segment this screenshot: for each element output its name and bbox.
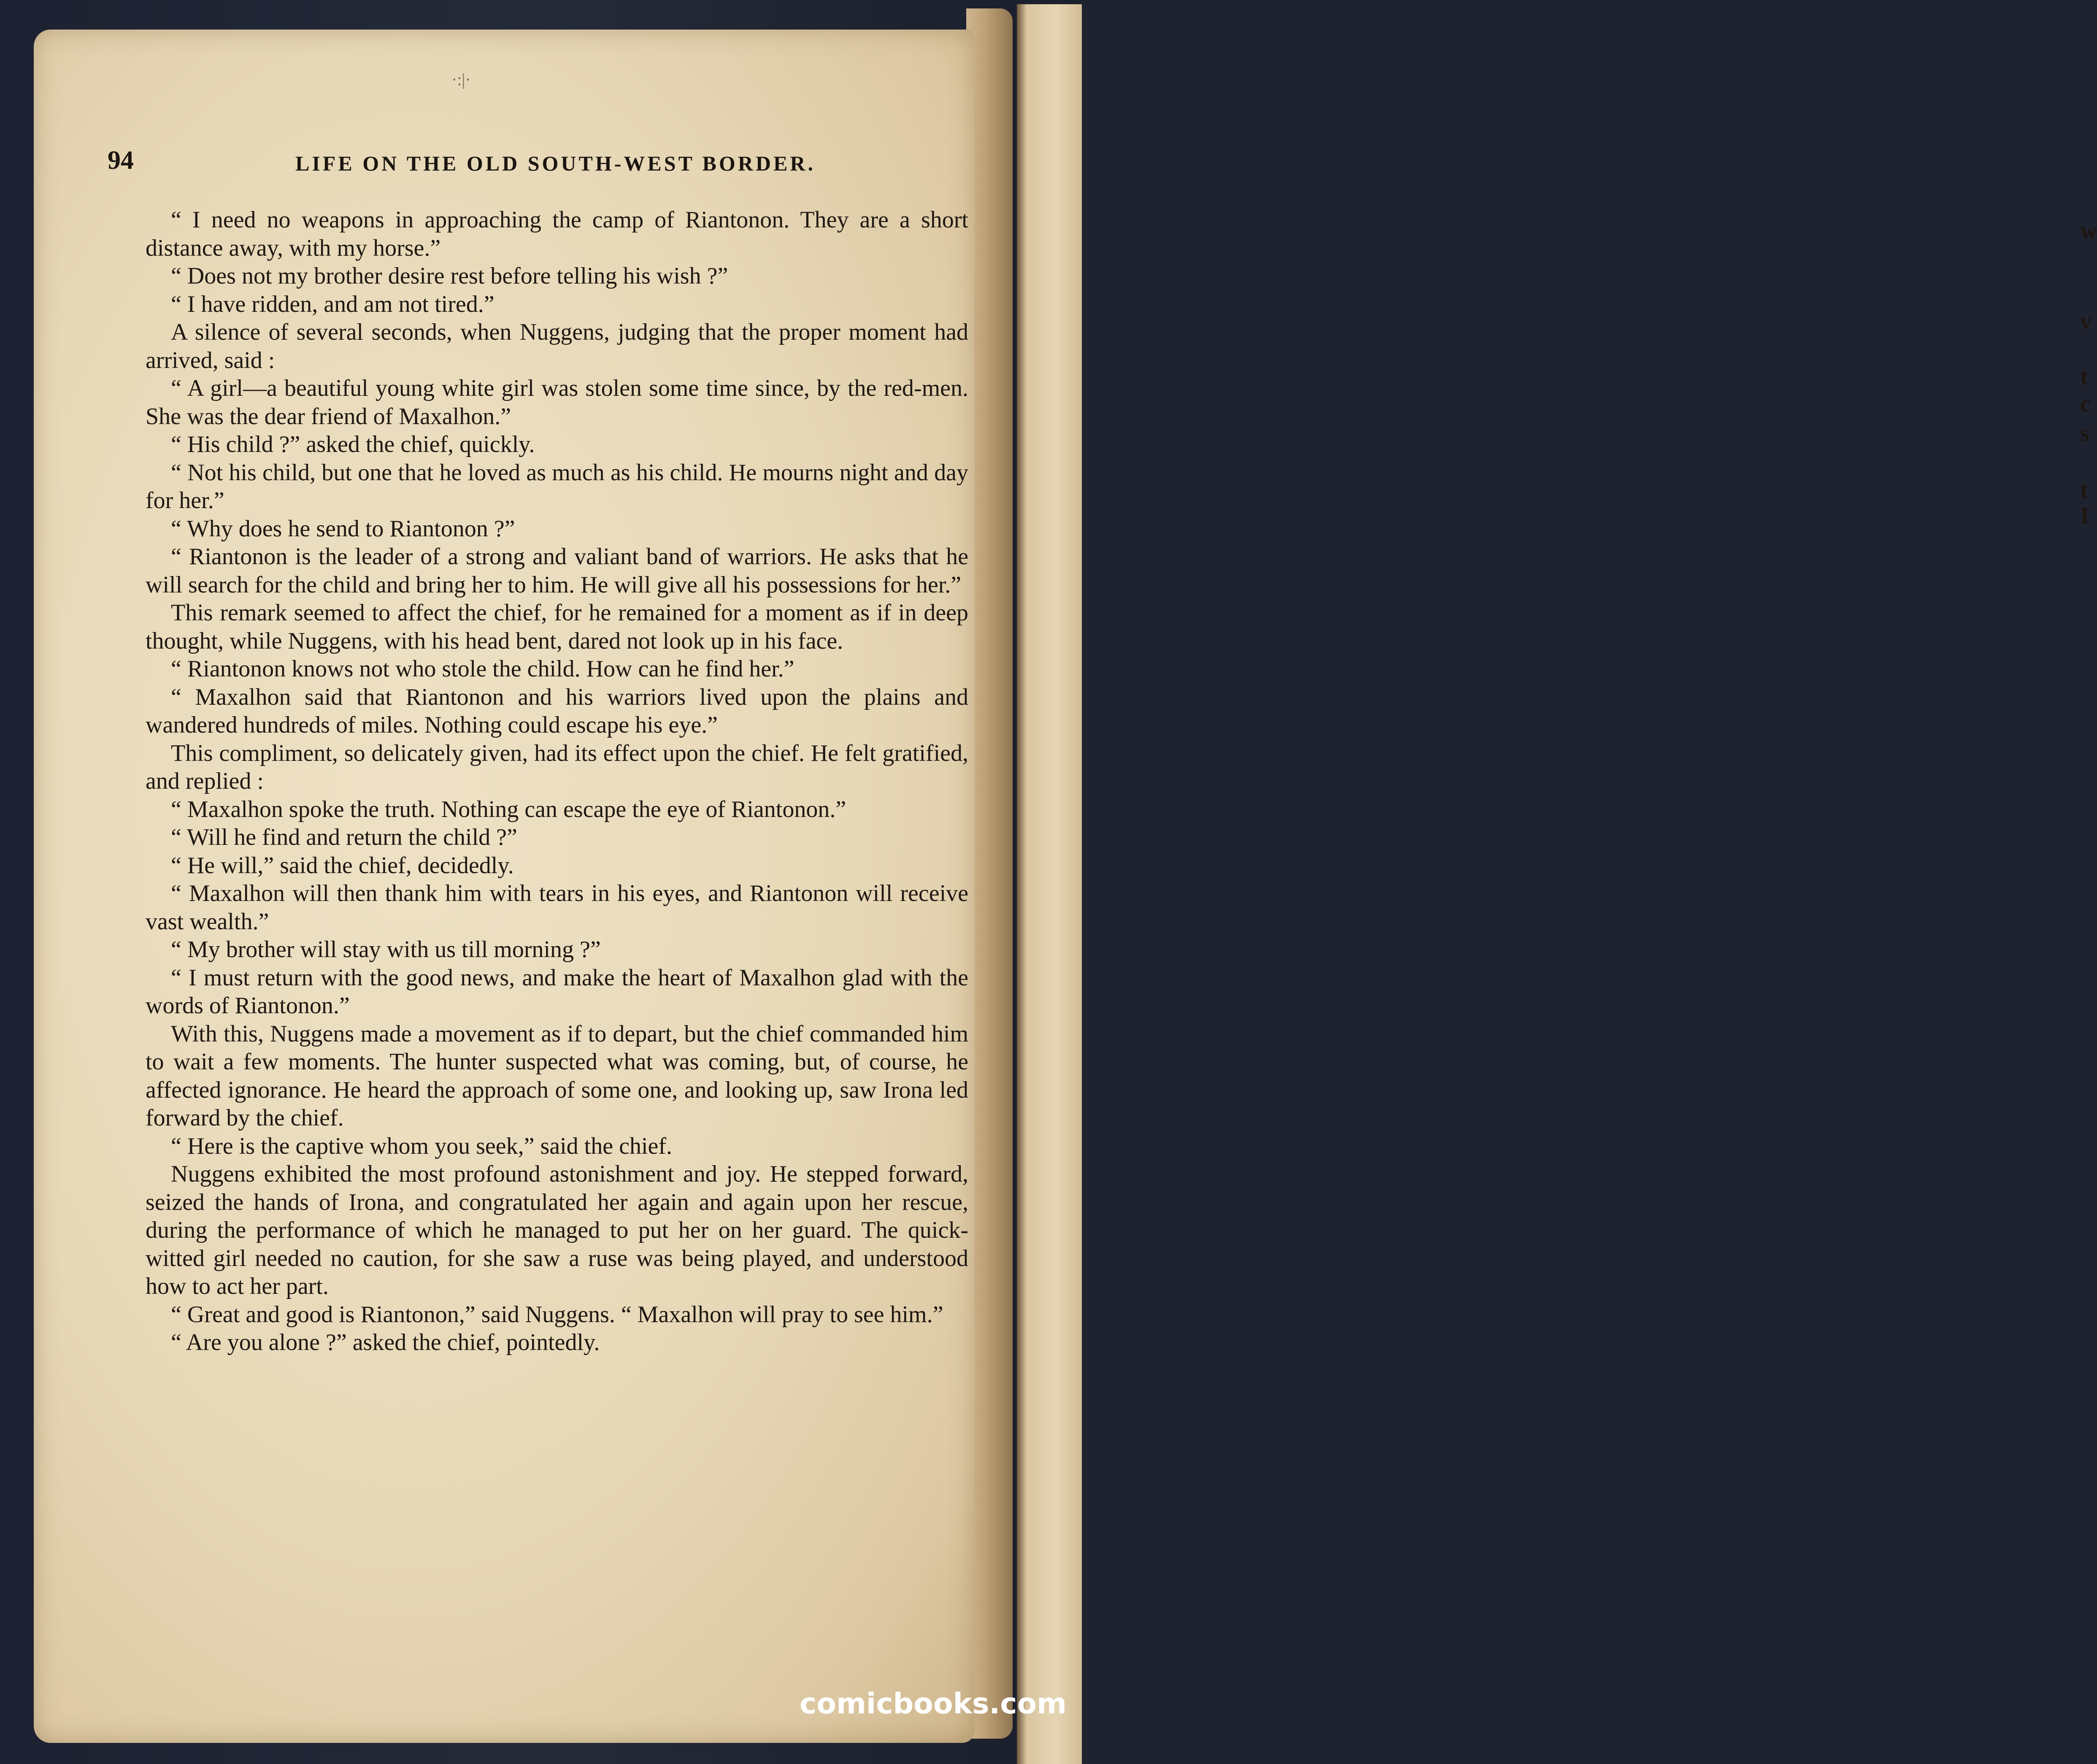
paragraph: Nuggens exhibited the most profound astonishment and joy. He stepped forward, seized the hands of Irona, and congratulated her again and again upon her rescue, during the performance of which he managed to put her on her guard. The quick-witted girl needed no caution, for she saw a ruse was being played, and understood how to act her part. [146,1161,968,1299]
paragraph: This compliment, so delicately given, had its effect upon the chief. He felt gratified, and replied : [146,740,968,794]
paragraph: “ Why does he send to Riantonon ?” [171,515,515,542]
paragraph: “ Maxalhon spoke the truth. Nothing can escape the eye of Riantonon.” [171,796,846,822]
paragraph: “ Great and good is Riantonon,” said Nuggens. “ Maxalhon will pray to see him.” [171,1301,943,1328]
paragraph: “ Are you alone ?” asked the chief, pointedly. [171,1329,600,1355]
running-head: LIFE ON THE OLD SOUTH-WEST BORDER. [295,152,816,175]
next-page-fragment: I [2080,503,2089,529]
paragraph: “ His child ?” asked the chief, quickly. [171,431,535,457]
watermark: comicbooks.com [800,1687,1067,1721]
next-page-fragment: s [2080,420,2089,446]
paragraph: “ He will,” said the chief, decidedly. [171,852,514,879]
paragraph: “ My brother will stay with us till morning ?” [171,936,601,963]
paragraph: “ Not his child, but one that he loved as much as his child. He mourns night and day for her.” [146,459,968,514]
paragraph: This remark seemed to affect the chief, for he remained for a moment as if in deep thought, while Nuggens, with his head bent, dared not look up in his face. [146,600,968,654]
next-page-fragment: t [2080,477,2088,503]
paragraph: With this, Nuggens made a movement as if to depart, but the chief commanded him to wait a few moments. The hunter suspected what was coming, but, of course, he affected ignorance. He heard the approach of some one, and looking up, saw Irona led forward by the chief. [146,1020,968,1131]
next-page-fragment: c [2080,391,2091,417]
paragraph: “ I have ridden, and am not tired.” [171,291,495,317]
paragraph: “ Riantonon is the leader of a strong and valiant band of warriors. He asks that he will search for the child and bring her to him. He will give all his possessions for her.” [146,544,968,598]
paragraph: “ Does not my brother desire rest before telling his wish ?” [171,263,728,289]
paragraph: “ A girl—a beautiful young white girl was stolen some time since, by the red-men. She was the dear friend of Maxalhon.” [146,375,968,430]
next-page-fragment: v [2080,308,2092,335]
paragraph: “ Maxalhon said that Riantonon and his warriors lived upon the plains and wandered hundreds of miles. Nothing could escape his eye.” [146,684,968,738]
next-page-fragment: t [2080,363,2088,390]
paragraph: “ Will he find and return the child ?” [171,824,517,850]
paragraph: A silence of several seconds, when Nuggens, judging that the proper moment had arrived, said : [146,319,968,373]
paragraph: “ Maxalhon will then thank him with tears in his eyes, and Riantonon will receive vast wealth.” [146,880,968,935]
paragraph: “ Here is the captive whom you seek,” said the chief. [171,1133,673,1159]
paragraph: “ Riantonon knows not who stole the child. How can he find her.” [171,656,794,682]
body-text [146,206,968,1357]
paragraph: “ I must return with the good news, and make the heart of Maxalhon glad with the words of Riantonon.” [146,964,968,1019]
next-page-fragment: w [2080,218,2097,244]
next-page-edge [1017,4,2097,1764]
paragraph: “ I need no weapons in approaching the camp of Riantonon. They are a short distance away, with my horse.” [146,207,968,261]
page-ornament: ·:|· [451,70,471,89]
page-number: 94 [108,146,134,175]
